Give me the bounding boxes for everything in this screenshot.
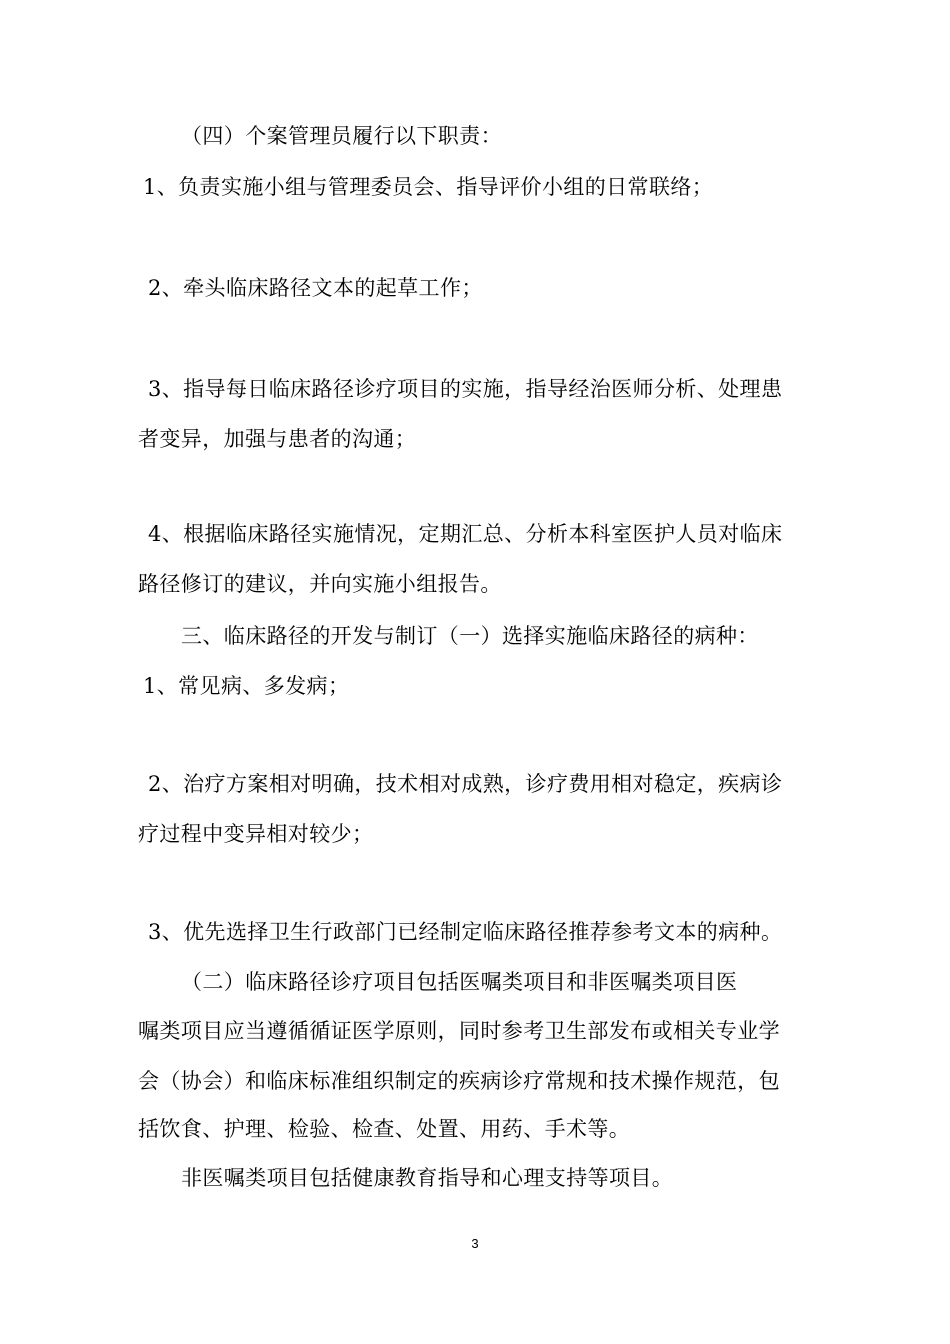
paragraph-line: （四）个案管理员履行以下职责： [181,124,502,148]
paragraph-line: 嘱类项目应当遵循循证医学原则，同时参考卫生部发布或相关专业学 [138,1019,780,1043]
paragraph-line: 非医嘱类项目包括健康教育指导和心理支持等项目。 [181,1166,674,1190]
paragraph-line: 三、临床路径的开发与制订（一）选择实施临床路径的病种： [181,624,759,648]
paragraph-line: 者变异，加强与患者的沟通； [138,427,417,451]
paragraph-line: （二）临床路径诊疗项目包括医嘱类项目和非医嘱类项目医 [181,970,738,994]
paragraph-line: 2、牵头临床路径文本的起草工作； [148,276,483,300]
paragraph-line: 2、治疗方案相对明确，技术相对成熟，诊疗费用相对稳定，疾病诊 [148,772,783,796]
paragraph-line: 3、优先选择卫生行政部门已经制定临床路径推荐参考文本的病种。 [148,920,783,944]
page-number: 3 [471,1236,479,1251]
paragraph-line: 1、常见病、多发病； [143,674,350,698]
paragraph-line: 4、根据临床路径实施情况，定期汇总、分析本科室医护人员对临床 [148,522,783,546]
paragraph-line: 括饮食、护理、检验、检查、处置、用药、手术等。 [138,1117,631,1141]
paragraph-line: 疗过程中变异相对较少； [138,822,374,846]
paragraph-line: 1、负责实施小组与管理委员会、指导评价小组的日常联络； [143,175,714,199]
paragraph-line: 3、指导每日临床路径诊疗项目的实施，指导经治医师分析、处理患 [148,377,783,401]
paragraph-line: 会（协会）和临床标准组织制定的疾病诊疗常规和技术操作规范，包 [138,1069,780,1093]
paragraph-line: 路径修订的建议，并向实施小组报告。 [138,572,502,596]
